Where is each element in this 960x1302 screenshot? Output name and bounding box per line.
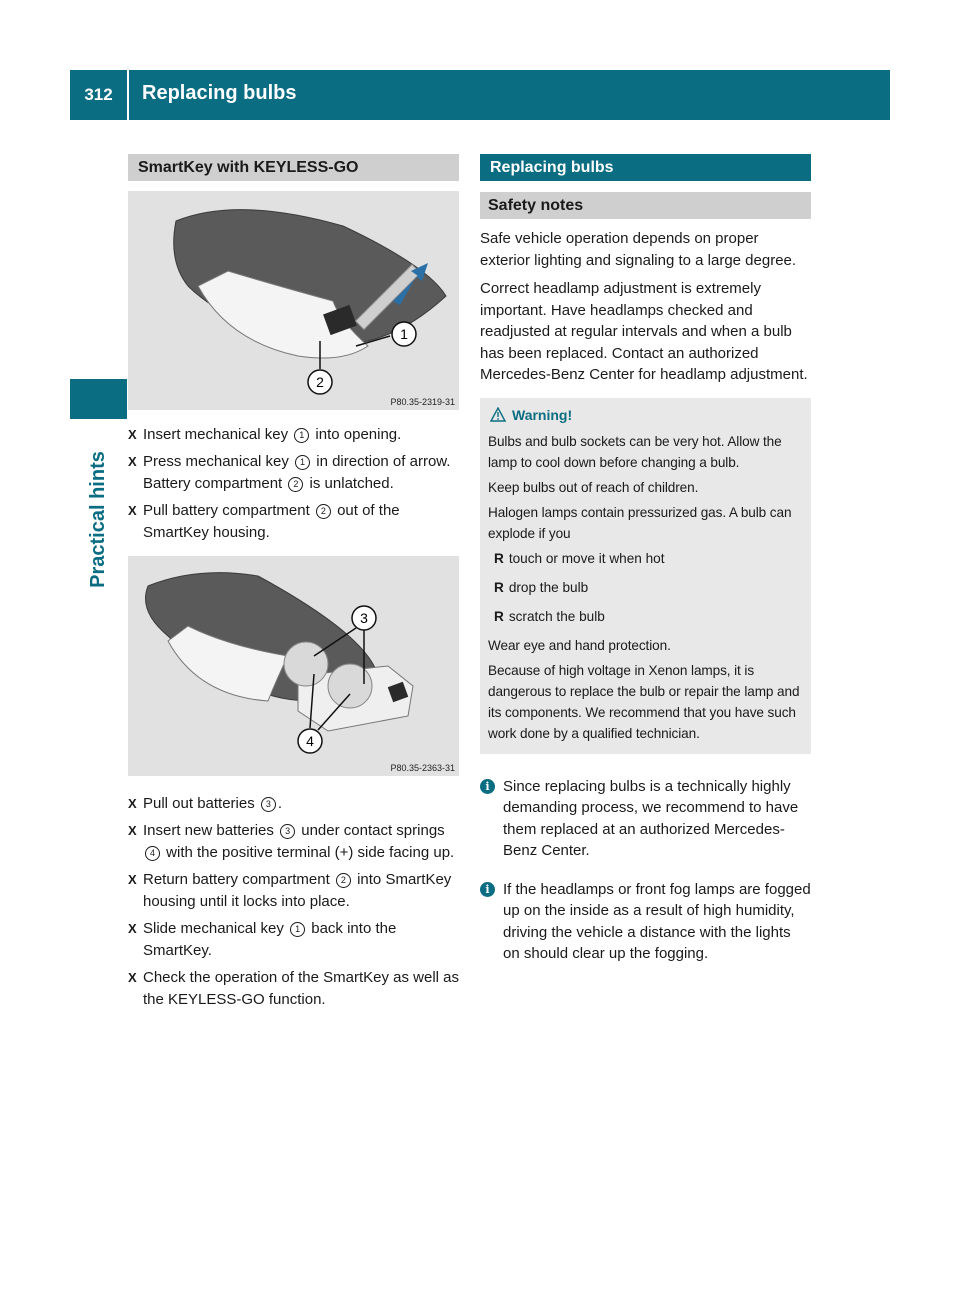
smartkey-illustration: [128, 191, 459, 410]
step-marker: X: [128, 454, 137, 469]
battery-a: [284, 642, 328, 686]
info-text: If the headlamps or front fog lamps are fogged up on the inside as a result of high humidity, driving the vehicle a distance with the lights on should clear up the fogging.: [503, 880, 811, 962]
figure-smartkey-open: [128, 191, 459, 410]
bullet-marker: R: [494, 579, 504, 595]
warning-box: [480, 398, 811, 754]
info-icon: i: [480, 779, 495, 794]
info-note: [480, 776, 811, 862]
step-marker: X: [128, 921, 137, 936]
paragraph: Correct headlamp adjustment is extremely important. Have headlamps checked and readjusted at regular intervals and when a bulb has been replaced. Contact an authorized Mercedes-Benz Center for headlamp adjustment.: [480, 280, 808, 383]
step-marker: X: [128, 796, 137, 811]
info-icon: i: [480, 882, 495, 897]
step-marker: X: [128, 823, 137, 838]
step-text: into SmartKey housing until it locks into place.: [143, 871, 452, 910]
step-item: [128, 918, 459, 962]
warning-triangle-icon: [490, 407, 506, 422]
side-tab: [70, 419, 127, 619]
step-item: [128, 451, 459, 495]
callout-ref: 1: [294, 428, 309, 443]
warning-text: Keep bulbs out of reach of children.: [488, 479, 699, 495]
step-text: Insert mechanical key: [143, 426, 293, 443]
step-marker: X: [128, 872, 137, 887]
step-item: [128, 869, 459, 913]
page-number: 312: [84, 85, 113, 104]
callout-ref: 3: [280, 824, 295, 839]
warning-header: [490, 407, 803, 423]
step-item: [128, 424, 459, 446]
smartkey-section-title: SmartKey with KEYLESS-GO: [128, 154, 459, 181]
safety-notes-title: Safety notes: [480, 192, 811, 219]
figure-code: P80.35-2319-31: [390, 397, 455, 407]
warning-text: Halogen lamps contain pressurized gas. A bulb can explode if you: [488, 504, 792, 541]
callout-ref: 2: [316, 504, 331, 519]
callout-4: 4: [306, 733, 314, 749]
step-text: with the positive terminal (+) side facing up.: [162, 844, 455, 861]
step-text: Insert new batteries: [143, 822, 279, 839]
header-divider: [127, 70, 129, 120]
callout-1: 1: [400, 326, 408, 342]
callout-3: 3: [360, 610, 368, 626]
callout-ref: 4: [145, 846, 160, 861]
step-text: out of the SmartKey housing.: [143, 502, 400, 541]
bullet-marker: R: [494, 608, 504, 624]
step-text: is unlatched.: [305, 475, 394, 492]
step-marker: X: [128, 427, 137, 442]
step-text: under contact springs: [297, 822, 445, 839]
step-item: [128, 967, 459, 1011]
callout-ref: 2: [288, 477, 303, 492]
side-tab-label: Practical hints: [87, 450, 109, 588]
warning-bullet: R touch or move it when hot: [494, 550, 665, 566]
paragraph: Safe vehicle operation depends on proper exterior lighting and signaling to a large degree.: [480, 230, 797, 269]
info-note: [480, 879, 811, 965]
left-column: [128, 154, 459, 1016]
batteries-illustration: [128, 556, 459, 776]
right-column: [480, 154, 811, 965]
step-marker: X: [128, 970, 137, 985]
step-text: Pull battery compartment: [143, 502, 314, 519]
callout-ref: 1: [290, 922, 305, 937]
step-item: [128, 793, 459, 815]
callout-ref: 2: [336, 873, 351, 888]
step-text: Slide mechanical key: [143, 920, 289, 937]
step-text: Check the operation of the SmartKey as well as the KEYLESS-GO function.: [143, 969, 459, 1008]
step-text: Battery compartment: [143, 475, 287, 492]
step-text: back into the SmartKey.: [143, 920, 397, 959]
step-text: Pull out batteries: [143, 795, 259, 812]
warning-bullet: R scratch the bulb: [494, 608, 605, 624]
warning-text: Bulbs and bulb sockets can be very hot. Allow the lamp to cool down before changing a bulb.: [488, 433, 782, 470]
step-text: Press mechanical key: [143, 453, 294, 470]
step-text: into opening.: [311, 426, 402, 443]
warning-text: Because of high voltage in Xenon lamps, it is dangerous to replace the bulb or repair the lamp and its components. We recommend that you have such work done by a qualified technician.: [488, 662, 800, 741]
figure-code: P80.35-2363-31: [390, 763, 455, 773]
step-marker: X: [128, 503, 137, 518]
callout-2: 2: [316, 374, 324, 390]
side-tab-marker: [70, 379, 127, 419]
step-list-2: [128, 793, 459, 1011]
step-text: Return battery compartment: [143, 871, 334, 888]
warning-bullet: R drop the bulb: [494, 579, 589, 595]
callout-ref: 3: [261, 797, 276, 812]
battery-b: [328, 664, 372, 708]
figure-smartkey-batteries: [128, 556, 459, 776]
step-list-1: [128, 424, 459, 544]
warning-text: Wear eye and hand protection.: [488, 637, 671, 653]
step-item: [128, 820, 459, 864]
chapter-title: Replacing bulbs: [142, 82, 297, 104]
step-text: in direction of arrow.: [312, 453, 451, 470]
step-text: .: [277, 795, 283, 812]
warning-title: Warning!: [512, 406, 573, 423]
bullet-marker: R: [494, 550, 504, 566]
replacing-bulbs-section-title: Replacing bulbs: [480, 154, 811, 181]
callout-ref: 1: [295, 455, 310, 470]
step-item: [128, 500, 459, 544]
info-text: Since replacing bulbs is a technically highly demanding process, we recommend to have them replaced at an authorized Mercedes-Benz Center.: [503, 777, 799, 859]
